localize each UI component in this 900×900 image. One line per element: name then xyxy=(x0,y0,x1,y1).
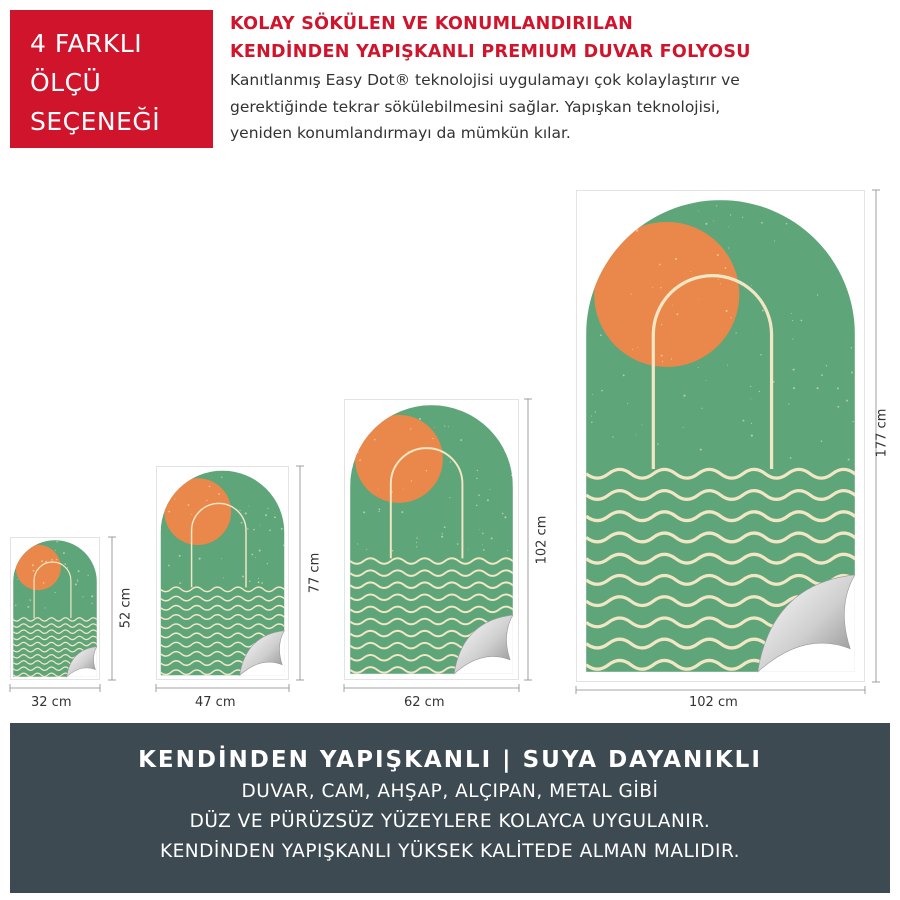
headline-line-1: KOLAY SÖKÜLEN VE KONUMLANDIRILAN xyxy=(230,14,634,34)
badge-line: ÖLÇÜ xyxy=(30,68,102,97)
features-line: DÜZ VE PÜRÜZSÜZ YÜZEYLERE KOLAYCA UYGULANIR. xyxy=(189,811,711,832)
width-label-large: 62 cm xyxy=(404,695,445,710)
description-line: gerektiğinde tekrar sökülebilmesini sağlar. Yapışkan teknolojisi, xyxy=(230,97,721,116)
height-label-xlarge: 177 cm xyxy=(874,408,890,458)
headline-line-2: KENDİNDEN YAPIŞKANLI PREMIUM DUVAR FOLYOSU xyxy=(230,42,751,62)
width-label-medium: 47 cm xyxy=(195,695,236,710)
features-banner xyxy=(10,723,890,893)
height-label-medium: 77 cm xyxy=(307,552,323,594)
description-line: yeniden konumlandırmayı da mümkün kılar. xyxy=(230,124,571,142)
features-line: KENDİNDEN YAPIŞKANLI YÜKSEK KALİTEDE ALMAN MALIDIR. xyxy=(159,841,741,862)
badge-line: 4 FARKLI xyxy=(30,29,143,58)
height-label-large: 102 cm xyxy=(534,515,550,565)
width-label-xlarge: 102 cm xyxy=(689,695,738,710)
height-label-small: 52 cm xyxy=(118,587,134,629)
features-title: KENDİNDEN YAPIŞKANLI | SUYA DAYANIKLI xyxy=(138,747,762,773)
description-line: Kanıtlanmış Easy Dot® teknolojisi uygulamayı çok kolaylaştırır ve xyxy=(230,71,740,89)
features-line: DUVAR, CAM, AHŞAP, ALÇIPAN, METAL GİBİ xyxy=(241,781,659,802)
badge-line: SEÇENEĞİ xyxy=(30,107,161,136)
width-label-small: 32 cm xyxy=(31,695,72,710)
